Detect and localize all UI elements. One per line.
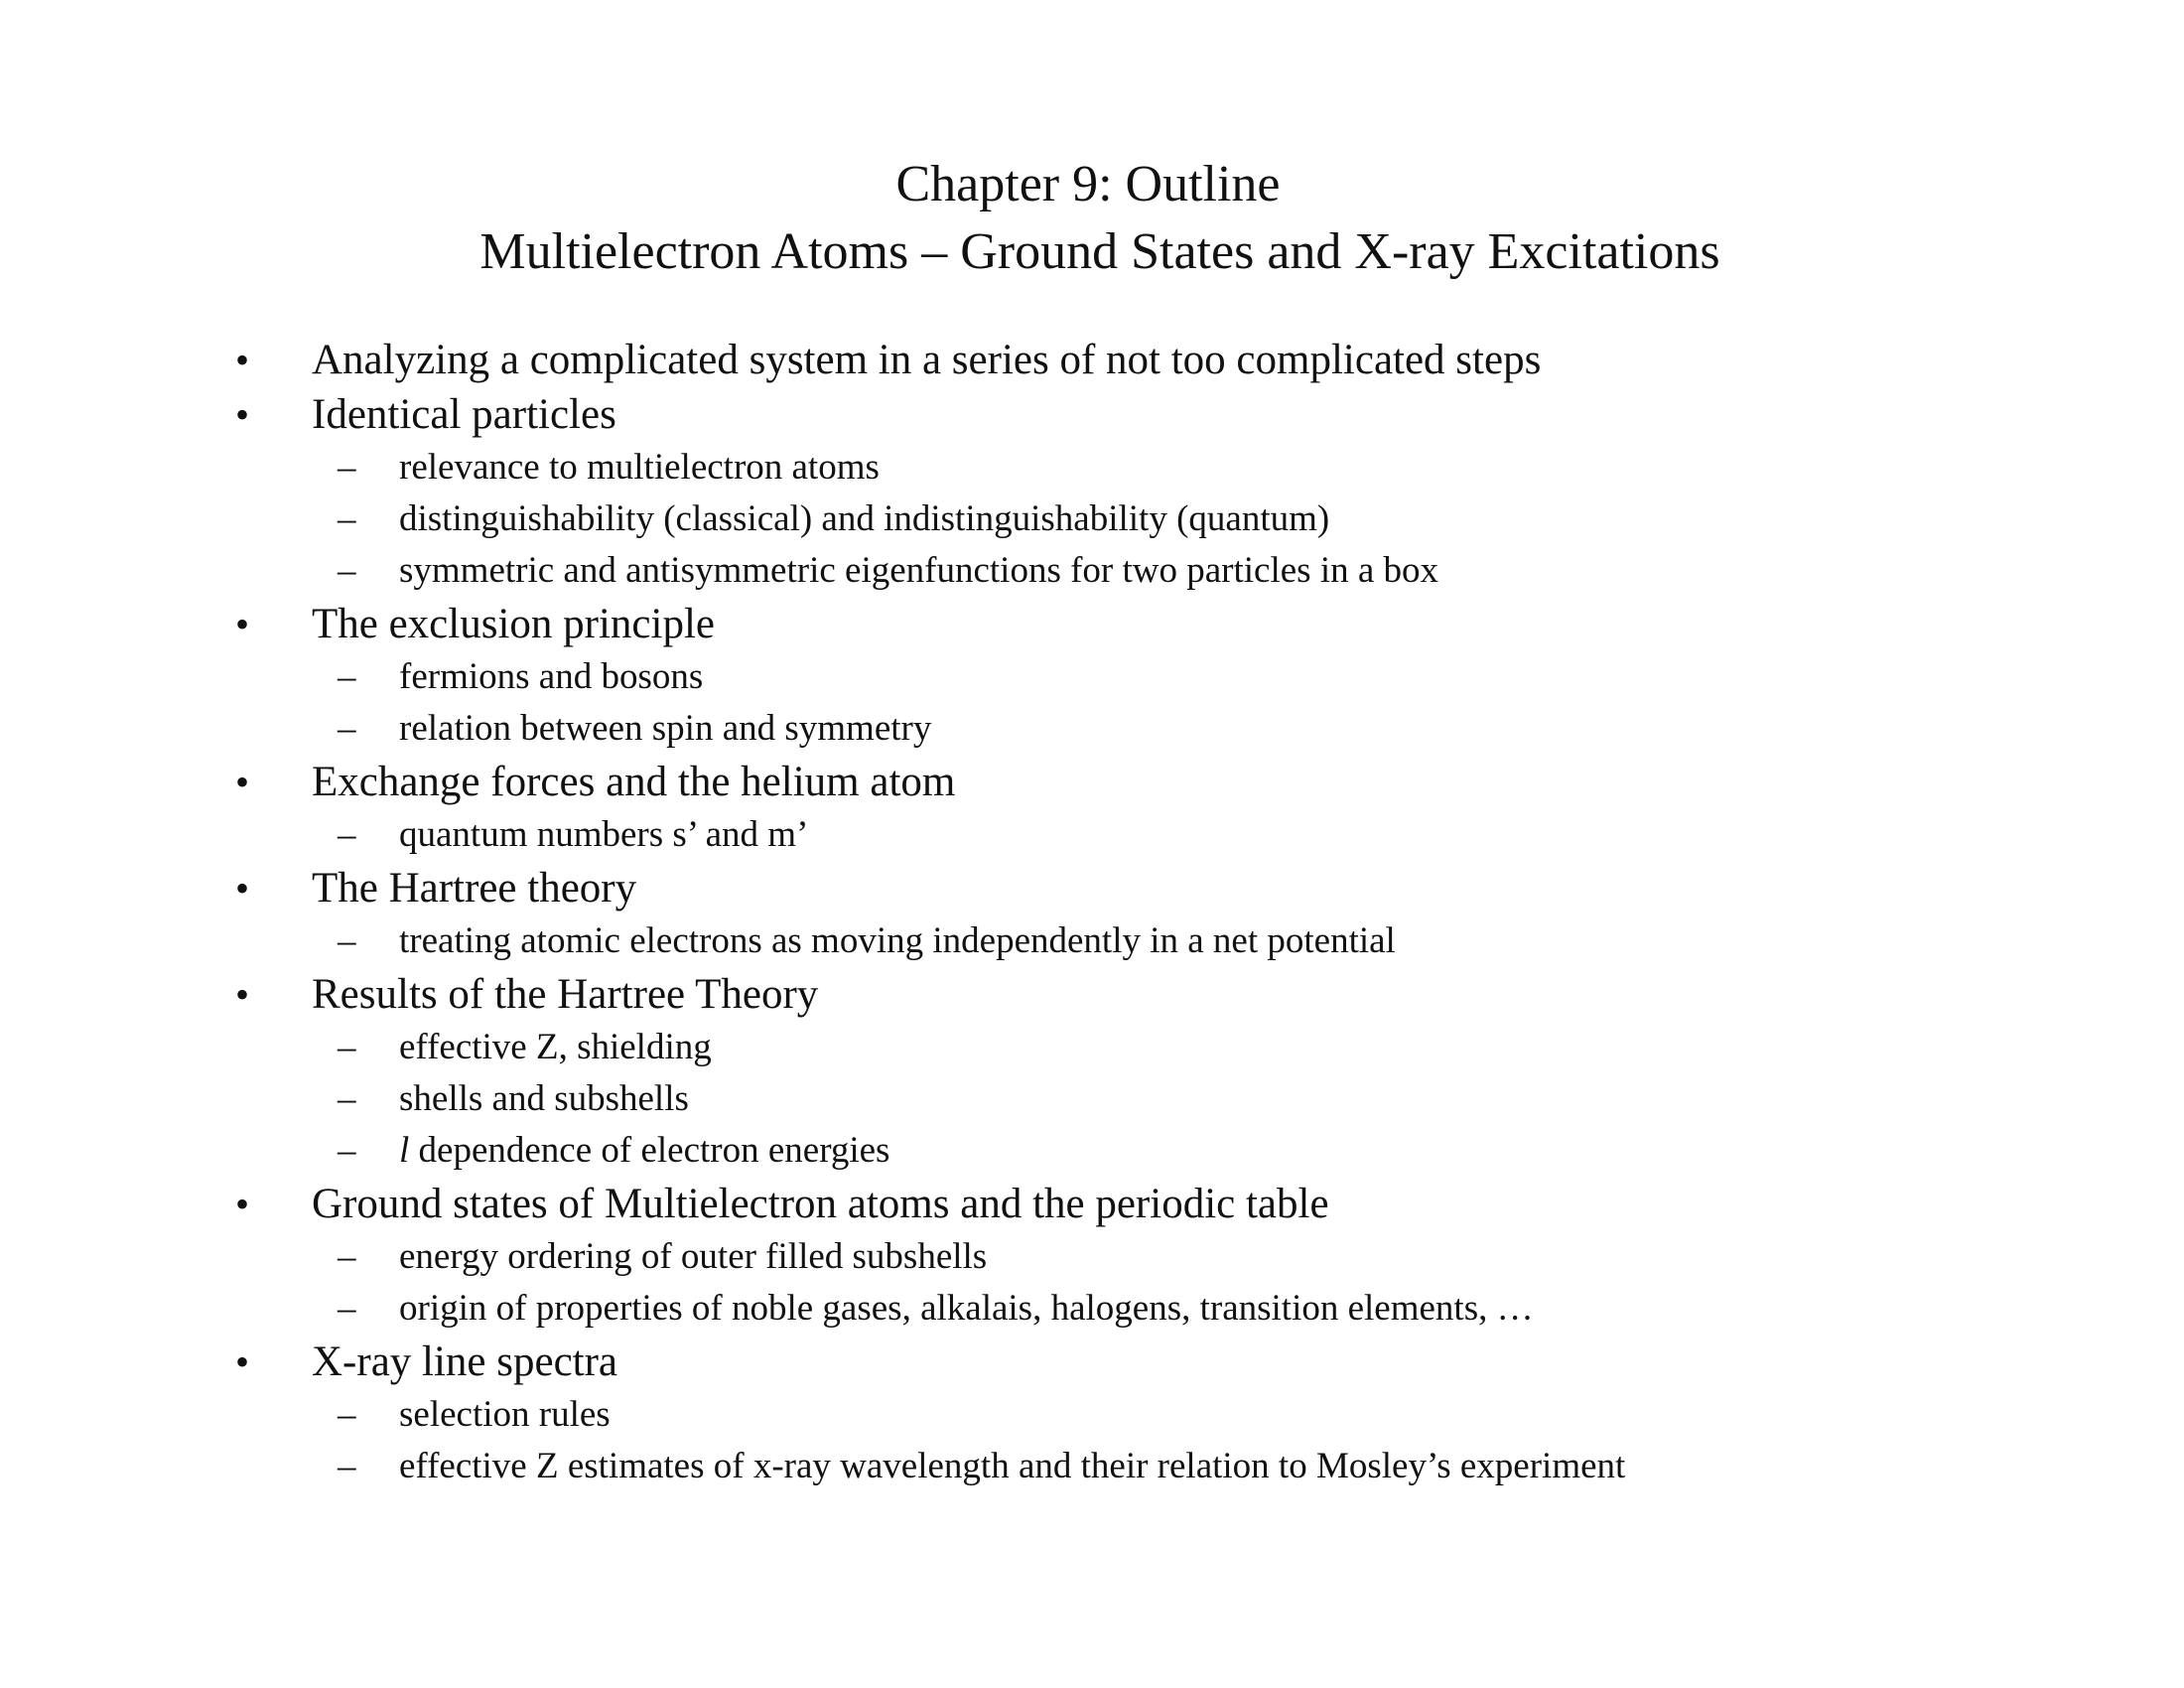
dash-icon: – (338, 550, 356, 591)
outline-item (0, 861, 2184, 915)
outline-subitem (0, 1125, 2184, 1177)
outline-subitem (0, 493, 2184, 545)
outline-item (0, 1177, 2184, 1231)
outline-item (0, 597, 2184, 651)
chapter-title: Chapter 9: Outline (895, 156, 1281, 212)
outline-subitem-text (399, 1125, 889, 1177)
bullet-icon: • (235, 392, 250, 437)
outline-subitem (0, 545, 2184, 597)
outline-subitem-text: fermions and bosons (399, 656, 704, 697)
bullet-icon: • (235, 972, 250, 1017)
dash-icon: – (338, 1130, 356, 1171)
outline-subitem-text: effective Z, shielding (399, 1027, 712, 1067)
outline-list (0, 333, 2184, 1492)
title-block (0, 151, 2184, 286)
bullet-icon: • (235, 602, 250, 646)
outline-item-text: Identical particles (312, 391, 616, 438)
bullet-icon: • (235, 338, 250, 382)
outline-item-text: X-ray line spectra (312, 1338, 618, 1385)
outline-subitem-text: selection rules (399, 1394, 611, 1435)
dash-icon: – (338, 1394, 356, 1435)
dash-icon: – (338, 1078, 356, 1119)
outline-subitem-text: energy ordering of outer filled subshells (399, 1236, 988, 1277)
outline-subitem-text: symmetric and antisymmetric eigenfunctions for two particles in a box (399, 550, 1439, 591)
outline-item (0, 967, 2184, 1022)
bullet-icon: • (235, 866, 250, 911)
italic-symbol: l (399, 1130, 410, 1171)
outline-subitem (0, 1441, 2184, 1492)
dash-icon: – (338, 920, 356, 961)
outline-subitem (0, 1389, 2184, 1441)
dash-icon: – (338, 1236, 356, 1277)
dash-icon: – (338, 1446, 356, 1486)
dash-icon: – (338, 708, 356, 749)
dash-icon: – (338, 656, 356, 697)
outline-item-text: Ground states of Multielectron atoms and the periodic table (312, 1181, 1329, 1227)
dash-icon: – (338, 1027, 356, 1067)
outline-subitem-text: shells and subshells (399, 1078, 689, 1119)
outline-subitem-text: relevance to multielectron atoms (399, 447, 880, 488)
outline-subitem (0, 651, 2184, 703)
outline-subitem (0, 1022, 2184, 1073)
outline-subitem-text: quantum numbers s’ and m’ (399, 814, 809, 855)
chapter-subtitle: Multielectron Atoms – Ground States and X-ray Excitations (479, 223, 1720, 280)
outline-item-text: Exchange forces and the helium atom (312, 759, 956, 805)
dash-icon: – (338, 498, 356, 539)
outline-item-text: Results of the Hartree Theory (312, 971, 819, 1018)
dash-icon: – (338, 814, 356, 855)
outline-subitem (0, 809, 2184, 861)
outline-subitem (0, 915, 2184, 967)
outline-item-text: The exclusion principle (312, 601, 715, 647)
outline-item-text: The Hartree theory (312, 865, 637, 912)
outline-item (0, 333, 2184, 387)
outline-item (0, 755, 2184, 809)
subitem-rest-text: dependence of electron energies (409, 1130, 890, 1171)
outline-subitem-text: relation between spin and symmetry (399, 708, 932, 749)
outline-subitem-text: effective Z estimates of x-ray wavelength and their relation to Mosley’s experiment (399, 1446, 1626, 1486)
outline-item-text: Analyzing a complicated system in a series of not too complicated steps (312, 337, 1542, 383)
outline-subitem-text: distinguishability (classical) and indistinguishability (quantum) (399, 498, 1330, 539)
outline-subitem (0, 442, 2184, 493)
outline-subitem (0, 1231, 2184, 1283)
outline-item (0, 387, 2184, 442)
dash-icon: – (338, 1288, 356, 1329)
outline-subitem (0, 703, 2184, 755)
dash-icon: – (338, 447, 356, 488)
bullet-icon: • (235, 760, 250, 804)
outline-subitem-text: origin of properties of noble gases, alkalais, halogens, transition elements, … (399, 1288, 1534, 1329)
outline-subitem (0, 1283, 2184, 1335)
bullet-icon: • (235, 1339, 250, 1384)
outline-item (0, 1335, 2184, 1389)
outline-subitem-text: treating atomic electrons as moving independently in a net potential (399, 920, 1396, 961)
outline-subitem (0, 1073, 2184, 1125)
bullet-icon: • (235, 1182, 250, 1226)
